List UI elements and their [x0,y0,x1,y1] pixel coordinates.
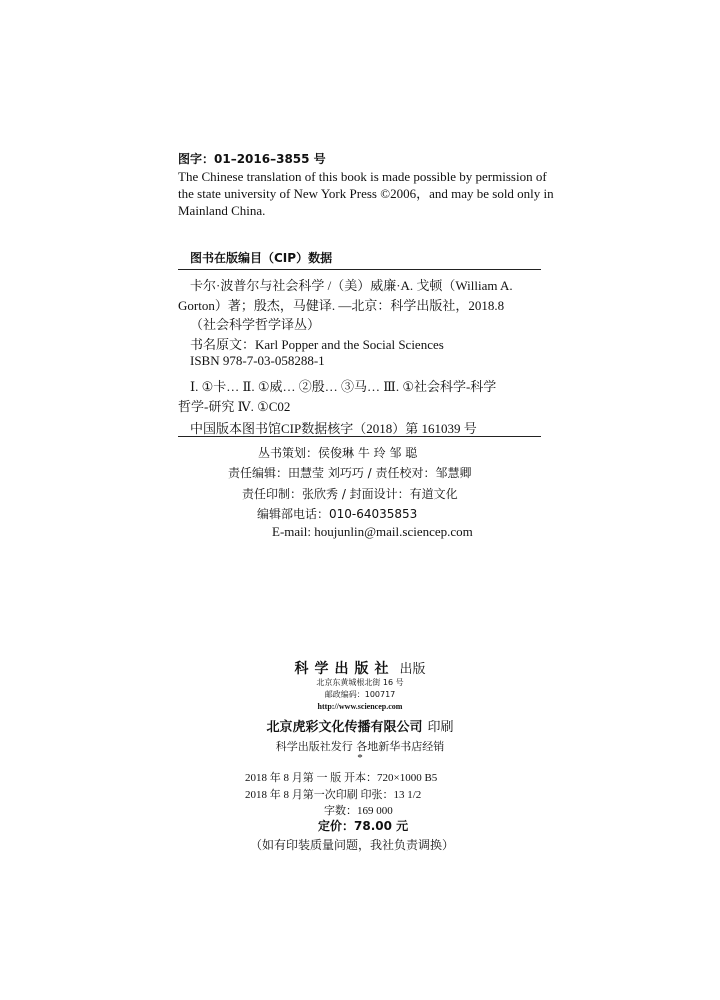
publisher-address: 北京东黄城根北街 16 号 [316,678,404,687]
cip-top-rule [178,269,541,270]
cip-line: 卡尔·波普尔与社会科学 /（美）威廉·A. 戈顿（William A. [190,278,513,293]
publisher-line [294,658,425,678]
word-count: 字数：169 000 [324,805,393,817]
editorial-email: E-mail: houjunlin@mail.sciencep.com [272,524,473,539]
responsible-editors: 责任编辑：田慧莹 刘巧巧 / 责任校对：邹慧卿 [228,466,472,480]
return-note: （如有印装质量问题，我社负责调换） [250,838,455,852]
publisher-url: http://www.sciencep.com [317,702,403,711]
cip-line: （社会科学哲学译丛） [190,317,321,332]
printing-sheets: 2018 年 8 月第一次印刷 印张：13 1/2 [245,789,422,801]
cip-isbn: ISBN 978-7-03-058288-1 [190,353,325,368]
publisher-postcode: 邮政编码：100717 [324,690,396,699]
cip-heading: 图书在版编目（CIP）数据 [190,251,333,265]
cip-line: Gorton）著；殷杰，马健译. —北京：科学出版社，2018.8 [178,298,505,313]
copyright-registration-number: 图字：01–2016–3855 号 [178,152,326,166]
editorial-phone: 编辑部电话：010-64035853 [257,507,418,521]
copyright-notice-line: Mainland China. [178,203,266,218]
copyright-notice-line: The Chinese translation of this book is made possible by permission of [178,169,547,184]
printer-line [266,716,453,735]
print-and-cover-design: 责任印制：张欣秀 / 封面设计：有道文化 [242,487,458,501]
series-planner: 丛书策划：侯俊琳 牛 玲 邹 聪 [258,446,418,460]
price: 定价：78.00 元 [318,819,409,833]
copyright-notice-line: the state university of New York Press ©2006，and may be sold only in [178,186,554,201]
edition-format: 2018 年 8 月第 一 版 开本：720×1000 B5 [245,772,438,784]
cip-verification-number: 中国版本图书馆CIP数据核字（2018）第 161039 号 [190,421,477,436]
distribution-line: 科学出版社发行 各地新华书店经销 [275,740,445,753]
cip-classification: 哲学-研究 Ⅳ. ①C02 [178,399,291,414]
cip-original-title: 书名原文：Karl Popper and the Social Sciences [190,337,444,352]
publish-word: 出版 [399,662,426,677]
print-word: 印刷 [427,720,454,735]
cip-classification: Ⅰ. ①卡… Ⅱ. ①威… ②殷… ③马… Ⅲ. ①社会科学-科学 [190,379,497,394]
cip-bottom-rule [178,436,541,437]
separator-star: * [357,752,363,764]
printer-name-logo: 北京虎彩文化传播有限公司 [266,719,423,734]
publisher-name-logo: 科学出版社 [294,662,395,677]
